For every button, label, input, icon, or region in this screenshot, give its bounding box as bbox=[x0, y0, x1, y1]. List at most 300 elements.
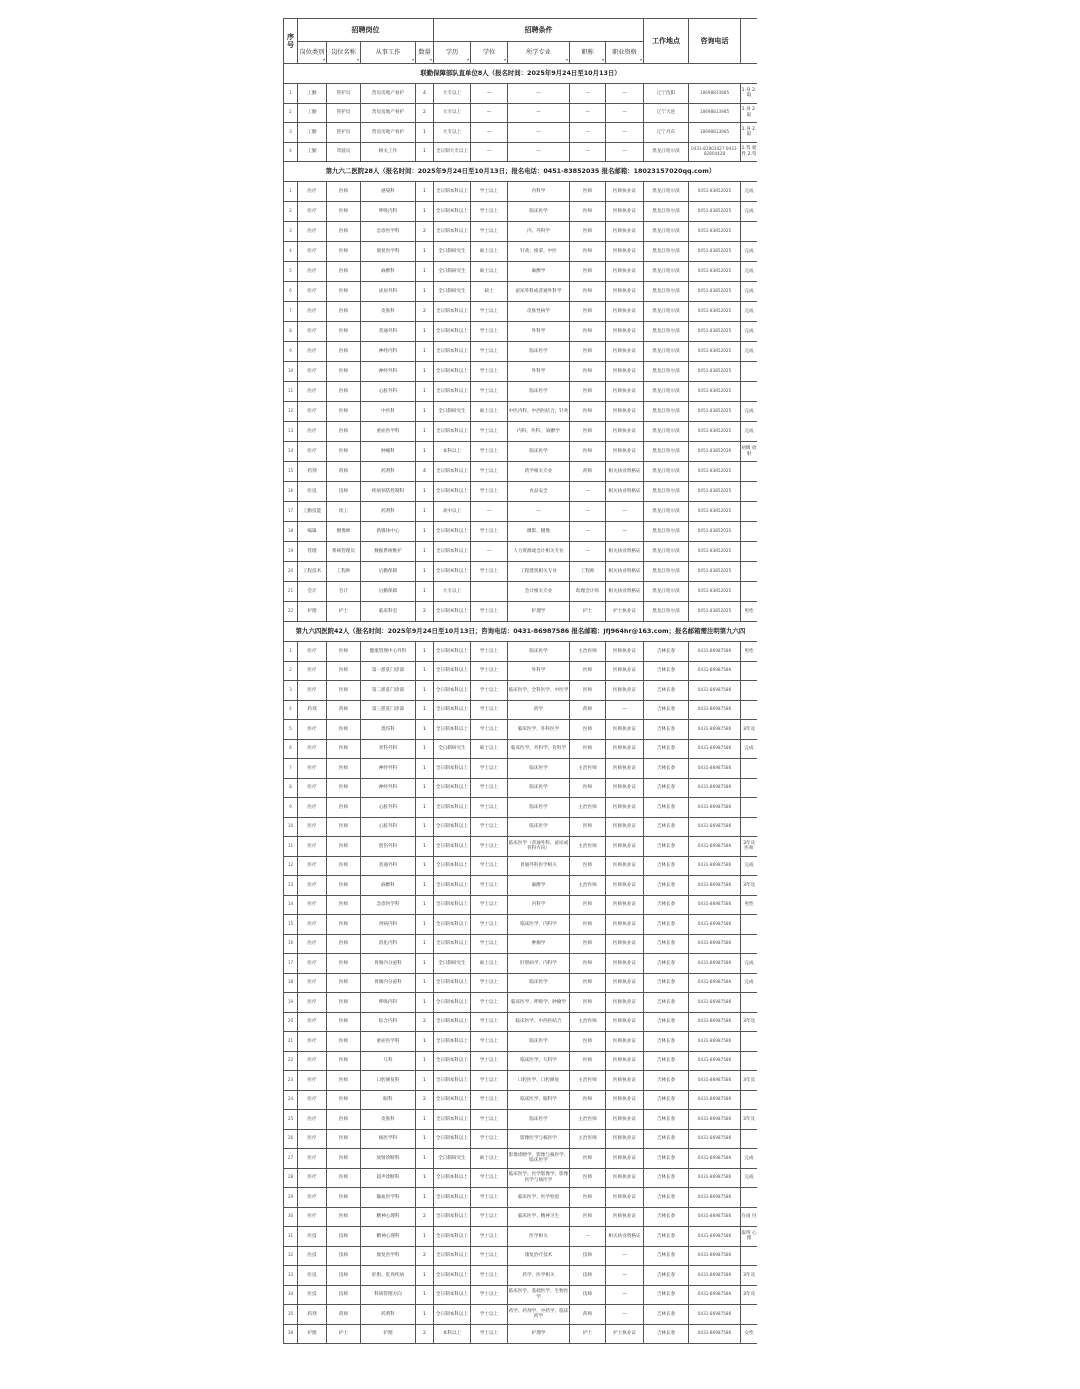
cell-title[interactable]: 医师 bbox=[570, 817, 606, 837]
cell-work[interactable]: 第一派驻门诊部 bbox=[361, 661, 416, 681]
cell-notes[interactable]: 3年及 bbox=[741, 1071, 757, 1091]
cell-education[interactable]: 全日制本科以上 bbox=[434, 542, 471, 562]
cell-phone[interactable]: 0431-86987586 bbox=[689, 856, 741, 876]
table-row[interactable] bbox=[284, 342, 758, 362]
table-row[interactable] bbox=[284, 1266, 758, 1286]
cell-seq[interactable]: 4 bbox=[284, 700, 298, 720]
cell-education[interactable]: 全日制本科以上 bbox=[434, 202, 471, 222]
cell-count[interactable]: 4 bbox=[416, 462, 434, 482]
header-education[interactable] bbox=[434, 42, 471, 64]
cell-phone[interactable]: 0451-83852025 bbox=[689, 282, 741, 302]
cell-name[interactable]: 管护员 bbox=[327, 84, 361, 104]
cell-phone[interactable]: 0431-86987586 bbox=[689, 993, 741, 1013]
table-row[interactable] bbox=[284, 84, 758, 104]
cell-qualification[interactable]: 医师执业证 bbox=[606, 242, 644, 262]
cell-title[interactable]: 医师 bbox=[570, 242, 606, 262]
cell-degree[interactable]: 学士以上 bbox=[471, 778, 508, 798]
cell-major[interactable]: 临床医学 bbox=[508, 798, 570, 818]
cell-education[interactable]: 全日制研究生 bbox=[434, 242, 471, 262]
cell-phone[interactable]: 0431-86987586 bbox=[689, 778, 741, 798]
cell-major[interactable]: 内、外科学 bbox=[508, 222, 570, 242]
cell-name[interactable]: 医师 bbox=[327, 1207, 361, 1227]
cell-name[interactable]: 驾驶员 bbox=[327, 142, 361, 162]
cell-name[interactable]: 医师 bbox=[327, 1032, 361, 1052]
cell-name[interactable]: 医师 bbox=[327, 1168, 361, 1188]
cell-count[interactable]: 1 bbox=[416, 262, 434, 282]
cell-location[interactable]: 吉林长春 bbox=[644, 915, 689, 935]
cell-category[interactable]: 医疗 bbox=[298, 442, 327, 462]
cell-qualification[interactable]: 医师执业证 bbox=[606, 322, 644, 342]
cell-location[interactable]: 吉林长春 bbox=[644, 1129, 689, 1149]
cell-degree[interactable]: 学士以上 bbox=[471, 1285, 508, 1305]
cell-seq[interactable]: 12 bbox=[284, 856, 298, 876]
cell-work[interactable]: 精神心理科 bbox=[361, 1207, 416, 1227]
cell-name[interactable]: 医师 bbox=[327, 817, 361, 837]
cell-education[interactable]: 全日制本科以上 bbox=[434, 482, 471, 502]
cell-education[interactable]: 全日制本科以上 bbox=[434, 1032, 471, 1052]
cell-seq[interactable]: 26 bbox=[284, 1129, 298, 1149]
cell-degree[interactable]: — bbox=[471, 142, 508, 162]
cell-name[interactable]: 医师 bbox=[327, 282, 361, 302]
cell-education[interactable]: 全日制本科以上 bbox=[434, 302, 471, 322]
cell-count[interactable]: 1 bbox=[416, 817, 434, 837]
cell-qualification[interactable]: — bbox=[606, 103, 644, 123]
cell-phone[interactable]: 0431-86987586 bbox=[689, 1090, 741, 1110]
cell-education[interactable]: 全日制研究生 bbox=[434, 739, 471, 759]
filter-dropdown-icon[interactable]: ▾ bbox=[503, 57, 506, 63]
cell-work[interactable]: 麻醉科 bbox=[361, 876, 416, 896]
cell-qualification[interactable]: 医师执业证 bbox=[606, 642, 644, 662]
cell-qualification[interactable]: 护士执业证 bbox=[606, 1324, 644, 1344]
cell-count[interactable]: 1 bbox=[416, 1149, 434, 1169]
cell-location[interactable]: 黑龙江哈尔滨 bbox=[644, 322, 689, 342]
cell-location[interactable]: 吉林长春 bbox=[644, 1051, 689, 1071]
cell-seq[interactable]: 16 bbox=[284, 482, 298, 502]
cell-count[interactable]: 1 bbox=[416, 1168, 434, 1188]
cell-phone[interactable]: 0431-86987586 bbox=[689, 1051, 741, 1071]
cell-qualification[interactable]: 医师执业证 bbox=[606, 1090, 644, 1110]
cell-title[interactable]: 助理会计师 bbox=[570, 582, 606, 602]
cell-name[interactable]: 管护员 bbox=[327, 103, 361, 123]
cell-name[interactable]: 医师 bbox=[327, 1051, 361, 1071]
cell-degree[interactable]: 学士以上 bbox=[471, 362, 508, 382]
cell-name[interactable]: 医师 bbox=[327, 362, 361, 382]
cell-education[interactable]: 全日制本科以上 bbox=[434, 562, 471, 582]
cell-education[interactable]: 高中以上 bbox=[434, 502, 471, 522]
cell-qualification[interactable]: — bbox=[606, 1285, 644, 1305]
cell-title[interactable]: 技师 bbox=[570, 1266, 606, 1286]
table-row[interactable] bbox=[284, 700, 758, 720]
cell-major[interactable]: — bbox=[508, 103, 570, 123]
cell-qualification[interactable]: — bbox=[606, 1266, 644, 1286]
cell-name[interactable]: 技师 bbox=[327, 1246, 361, 1266]
cell-count[interactable]: 1 bbox=[416, 582, 434, 602]
cell-title[interactable]: 医师 bbox=[570, 973, 606, 993]
cell-category[interactable]: 医疗 bbox=[298, 202, 327, 222]
cell-work[interactable]: 中医科 bbox=[361, 402, 416, 422]
cell-category[interactable]: 医疗 bbox=[298, 993, 327, 1013]
cell-education[interactable]: 全日制本科以上 bbox=[434, 837, 471, 857]
cell-phone[interactable]: 0431-86987586 bbox=[689, 739, 741, 759]
cell-work[interactable]: 重症医学科 bbox=[361, 422, 416, 442]
cell-degree[interactable]: 学士以上 bbox=[471, 1266, 508, 1286]
cell-category[interactable]: 医疗 bbox=[298, 856, 327, 876]
cell-phone[interactable]: 0431-86987586 bbox=[689, 1246, 741, 1266]
cell-notes[interactable] bbox=[741, 759, 757, 779]
cell-degree[interactable]: 学士以上 bbox=[471, 322, 508, 342]
cell-notes[interactable]: 1.身 2.取 bbox=[741, 123, 757, 143]
cell-education[interactable]: 全日制本科以上 bbox=[434, 1110, 471, 1130]
cell-count[interactable]: 2 bbox=[416, 1324, 434, 1344]
table-row[interactable] bbox=[284, 582, 758, 602]
cell-notes[interactable]: 3年及 bbox=[741, 1266, 757, 1286]
cell-seq[interactable]: 13 bbox=[284, 876, 298, 896]
cell-major[interactable]: 临床医学、外科医学 bbox=[508, 720, 570, 740]
cell-major[interactable]: 临床医学 bbox=[508, 759, 570, 779]
cell-count[interactable]: 1 bbox=[416, 182, 434, 202]
cell-work[interactable]: 急诊医学科 bbox=[361, 895, 416, 915]
cell-seq[interactable]: 21 bbox=[284, 582, 298, 602]
cell-title[interactable]: — bbox=[570, 482, 606, 502]
cell-category[interactable]: 医疗 bbox=[298, 895, 327, 915]
cell-name[interactable]: 护士 bbox=[327, 1324, 361, 1344]
cell-location[interactable]: 吉林长春 bbox=[644, 1227, 689, 1247]
cell-major[interactable]: 康复治疗技术 bbox=[508, 1246, 570, 1266]
cell-notes[interactable]: 完成 bbox=[741, 422, 757, 442]
cell-seq[interactable]: 25 bbox=[284, 1110, 298, 1130]
cell-location[interactable]: 黑龙江哈尔滨 bbox=[644, 502, 689, 522]
table-row[interactable] bbox=[284, 362, 758, 382]
cell-seq[interactable]: 18 bbox=[284, 973, 298, 993]
cell-work[interactable]: 口腔修复科 bbox=[361, 1071, 416, 1091]
cell-category[interactable]: 医疗 bbox=[298, 422, 327, 442]
cell-education[interactable]: 全日制本科以上 bbox=[434, 681, 471, 701]
cell-major[interactable]: 临床医学 bbox=[508, 817, 570, 837]
cell-notes[interactable]: 完成 bbox=[741, 282, 757, 302]
cell-phone[interactable]: 0431-86987586 bbox=[689, 973, 741, 993]
cell-category[interactable]: 医疗 bbox=[298, 362, 327, 382]
cell-count[interactable]: 2 bbox=[416, 1207, 434, 1227]
cell-qualification[interactable]: 医师执业证 bbox=[606, 915, 644, 935]
cell-major[interactable]: 医学相关 bbox=[508, 1227, 570, 1247]
cell-work[interactable]: 儿科 bbox=[361, 1051, 416, 1071]
cell-qualification[interactable]: 相关执业资格证 bbox=[606, 562, 644, 582]
cell-phone[interactable]: 0451-83852025 bbox=[689, 182, 741, 202]
table-row[interactable] bbox=[284, 817, 758, 837]
table-row[interactable] bbox=[284, 422, 758, 442]
cell-location[interactable]: 吉林长春 bbox=[644, 1246, 689, 1266]
cell-title[interactable]: 医师 bbox=[570, 1168, 606, 1188]
cell-phone[interactable]: 0431-86987586 bbox=[689, 720, 741, 740]
cell-education[interactable]: 本科以上 bbox=[434, 442, 471, 462]
cell-notes[interactable] bbox=[741, 582, 757, 602]
cell-phone[interactable]: 0431-86987586 bbox=[689, 1285, 741, 1305]
cell-qualification[interactable]: — bbox=[606, 1305, 644, 1325]
cell-count[interactable]: 1 bbox=[416, 442, 434, 462]
cell-seq[interactable]: 24 bbox=[284, 1090, 298, 1110]
cell-title[interactable]: 主治医师 bbox=[570, 876, 606, 896]
header-degree[interactable] bbox=[471, 42, 508, 64]
cell-education[interactable]: 全日制研究生 bbox=[434, 402, 471, 422]
table-row[interactable] bbox=[284, 103, 758, 123]
cell-degree[interactable]: 学士以上 bbox=[471, 1168, 508, 1188]
cell-name[interactable]: 医师 bbox=[327, 1149, 361, 1169]
table-row[interactable] bbox=[284, 798, 758, 818]
cell-count[interactable]: 1 bbox=[416, 700, 434, 720]
cell-seq[interactable]: 8 bbox=[284, 778, 298, 798]
cell-title[interactable]: 医师 bbox=[570, 222, 606, 242]
cell-degree[interactable]: 学士以上 bbox=[471, 681, 508, 701]
cell-location[interactable]: 吉林长春 bbox=[644, 1285, 689, 1305]
cell-title[interactable]: 医师 bbox=[570, 661, 606, 681]
cell-degree[interactable]: 硕士以上 bbox=[471, 262, 508, 282]
cell-category[interactable]: 医疗 bbox=[298, 642, 327, 662]
cell-degree[interactable]: 学士以上 bbox=[471, 661, 508, 681]
cell-education[interactable]: 全日制研究生 bbox=[434, 282, 471, 302]
cell-count[interactable]: 1 bbox=[416, 322, 434, 342]
cell-title[interactable]: — bbox=[570, 1227, 606, 1247]
cell-degree[interactable]: 学士以上 bbox=[471, 382, 508, 402]
cell-degree[interactable]: 学士以上 bbox=[471, 1110, 508, 1130]
cell-work[interactable]: 肾病内科 bbox=[361, 915, 416, 935]
cell-work[interactable]: 第二派驻门诊部 bbox=[361, 681, 416, 701]
cell-name[interactable]: 护士 bbox=[327, 602, 361, 622]
cell-degree[interactable]: 学士以上 bbox=[471, 1207, 508, 1227]
table-row[interactable] bbox=[284, 1168, 758, 1188]
cell-degree[interactable]: 学士以上 bbox=[471, 1012, 508, 1032]
cell-notes[interactable]: 完成 bbox=[741, 262, 757, 282]
cell-location[interactable]: 黑龙江哈尔滨 bbox=[644, 522, 689, 542]
cell-category[interactable]: 医技 bbox=[298, 1285, 327, 1305]
cell-location[interactable]: 吉林长春 bbox=[644, 739, 689, 759]
cell-work[interactable]: 精神心理科 bbox=[361, 1227, 416, 1247]
cell-category[interactable]: 医疗 bbox=[298, 739, 327, 759]
cell-work[interactable]: 胃肠内分泌科 bbox=[361, 954, 416, 974]
filter-dropdown-icon[interactable]: ▾ bbox=[322, 57, 325, 63]
cell-count[interactable]: 1 bbox=[416, 661, 434, 681]
table-row[interactable] bbox=[284, 993, 758, 1013]
cell-count[interactable]: 1 bbox=[416, 1188, 434, 1208]
cell-work[interactable]: 输血医学科 bbox=[361, 1188, 416, 1208]
cell-phone[interactable]: 0451-83852025 bbox=[689, 482, 741, 502]
cell-phone[interactable]: 0451-83852025 bbox=[689, 222, 741, 242]
table-row[interactable] bbox=[284, 1129, 758, 1149]
cell-major[interactable]: 临床医学、内科学 bbox=[508, 915, 570, 935]
cell-location[interactable]: 吉林长春 bbox=[644, 817, 689, 837]
cell-seq[interactable]: 12 bbox=[284, 402, 298, 422]
cell-major[interactable]: 临床医学 bbox=[508, 642, 570, 662]
cell-major[interactable]: 临床医学、全科医学、中医学 bbox=[508, 681, 570, 701]
cell-location[interactable]: 黑龙江哈尔滨 bbox=[644, 282, 689, 302]
cell-major[interactable]: 摄影、摄像 bbox=[508, 522, 570, 542]
cell-seq[interactable]: 1 bbox=[284, 182, 298, 202]
cell-seq[interactable]: 14 bbox=[284, 442, 298, 462]
cell-degree[interactable]: 学士以上 bbox=[471, 837, 508, 857]
cell-phone[interactable]: 0451-83852025 bbox=[689, 462, 741, 482]
cell-qualification[interactable]: 医师执业证 bbox=[606, 817, 644, 837]
cell-category[interactable]: 医技 bbox=[298, 1246, 327, 1266]
cell-category[interactable]: 医疗 bbox=[298, 1090, 327, 1110]
cell-degree[interactable]: 学士以上 bbox=[471, 182, 508, 202]
cell-qualification[interactable]: 相关执业资格证 bbox=[606, 1227, 644, 1247]
cell-education[interactable]: 全日制本科以上 bbox=[434, 1227, 471, 1247]
cell-category[interactable]: 工勤 bbox=[298, 103, 327, 123]
cell-work[interactable]: 肝胆、肛周疾病 bbox=[361, 1266, 416, 1286]
table-row[interactable] bbox=[284, 1246, 758, 1266]
cell-category[interactable]: 医疗 bbox=[298, 915, 327, 935]
cell-degree[interactable]: 学士以上 bbox=[471, 1071, 508, 1091]
cell-name[interactable]: 医师 bbox=[327, 856, 361, 876]
table-row[interactable] bbox=[284, 915, 758, 935]
cell-count[interactable]: 1 bbox=[416, 1129, 434, 1149]
cell-title[interactable]: — bbox=[570, 142, 606, 162]
cell-location[interactable]: 黑龙江哈尔滨 bbox=[644, 542, 689, 562]
cell-name[interactable]: 药师 bbox=[327, 462, 361, 482]
cell-name[interactable]: 医师 bbox=[327, 322, 361, 342]
cell-count[interactable]: 1 bbox=[416, 1032, 434, 1052]
cell-category[interactable]: 医疗 bbox=[298, 934, 327, 954]
cell-degree[interactable]: 学士以上 bbox=[471, 642, 508, 662]
cell-degree[interactable]: 硕士以上 bbox=[471, 242, 508, 262]
cell-seq[interactable]: 15 bbox=[284, 915, 298, 935]
cell-phone[interactable]: 0431-86987586 bbox=[689, 681, 741, 701]
cell-title[interactable]: 药师 bbox=[570, 1305, 606, 1325]
cell-seq[interactable]: 21 bbox=[284, 1032, 298, 1052]
cell-category[interactable]: 医疗 bbox=[298, 1129, 327, 1149]
cell-count[interactable]: 1 bbox=[416, 934, 434, 954]
cell-name[interactable]: 医师 bbox=[327, 934, 361, 954]
cell-degree[interactable]: — bbox=[471, 123, 508, 143]
cell-notes[interactable] bbox=[741, 778, 757, 798]
cell-seq[interactable]: 31 bbox=[284, 1227, 298, 1247]
cell-location[interactable]: 辽宁丹东 bbox=[644, 123, 689, 143]
cell-location[interactable]: 黑龙江哈尔滨 bbox=[644, 562, 689, 582]
cell-notes[interactable]: 完成 bbox=[741, 739, 757, 759]
cell-work[interactable]: 神经外科 bbox=[361, 759, 416, 779]
cell-name[interactable]: 医师 bbox=[327, 954, 361, 974]
cell-count[interactable]: 2 bbox=[416, 1090, 434, 1110]
cell-qualification[interactable]: 相关执业资格证 bbox=[606, 482, 644, 502]
cell-qualification[interactable]: 医师执业证 bbox=[606, 1071, 644, 1091]
cell-seq[interactable]: 4 bbox=[284, 142, 298, 162]
cell-notes[interactable]: 取得 心理 bbox=[741, 1227, 757, 1247]
cell-degree[interactable]: 学士以上 bbox=[471, 522, 508, 542]
cell-name[interactable]: 药师 bbox=[327, 700, 361, 720]
cell-phone[interactable]: 0451-83852025 bbox=[689, 342, 741, 362]
cell-degree[interactable]: 硕士 bbox=[471, 282, 508, 302]
table-row[interactable] bbox=[284, 1032, 758, 1052]
cell-name[interactable]: 医师 bbox=[327, 876, 361, 896]
cell-qualification[interactable]: 医师执业证 bbox=[606, 222, 644, 242]
cell-qualification[interactable]: 医师执业证 bbox=[606, 681, 644, 701]
cell-notes[interactable] bbox=[741, 798, 757, 818]
cell-qualification[interactable]: 医师执业证 bbox=[606, 778, 644, 798]
cell-category[interactable]: 工勤 bbox=[298, 142, 327, 162]
cell-notes[interactable]: 男性 bbox=[741, 602, 757, 622]
cell-degree[interactable]: 学士以上 bbox=[471, 993, 508, 1013]
cell-major[interactable]: 肝胆病学、内科学 bbox=[508, 954, 570, 974]
cell-work[interactable]: 营房房地产看护 bbox=[361, 123, 416, 143]
cell-seq[interactable]: 9 bbox=[284, 798, 298, 818]
cell-work[interactable]: 心脏外科 bbox=[361, 817, 416, 837]
cell-title[interactable]: — bbox=[570, 522, 606, 542]
cell-seq[interactable]: 4 bbox=[284, 242, 298, 262]
cell-phone[interactable]: 0431-86987586 bbox=[689, 661, 741, 681]
cell-degree[interactable]: 学士以上 bbox=[471, 1129, 508, 1149]
cell-major[interactable]: 药学 bbox=[508, 700, 570, 720]
cell-name[interactable]: 摄像师 bbox=[327, 522, 361, 542]
cell-category[interactable]: 医技 bbox=[298, 482, 327, 502]
cell-seq[interactable]: 23 bbox=[284, 1071, 298, 1091]
filter-dropdown-icon[interactable]: ▾ bbox=[565, 57, 568, 63]
cell-degree[interactable]: 学士以上 bbox=[471, 895, 508, 915]
cell-title[interactable]: 医师 bbox=[570, 915, 606, 935]
table-row[interactable] bbox=[284, 322, 758, 342]
cell-count[interactable]: 2 bbox=[416, 1012, 434, 1032]
cell-name[interactable]: 医师 bbox=[327, 681, 361, 701]
table-row[interactable] bbox=[284, 856, 758, 876]
cell-seq[interactable]: 3 bbox=[284, 681, 298, 701]
table-row[interactable] bbox=[284, 739, 758, 759]
cell-major[interactable]: 肿瘤学 bbox=[508, 934, 570, 954]
cell-location[interactable]: 吉林长春 bbox=[644, 720, 689, 740]
cell-seq[interactable]: 2 bbox=[284, 661, 298, 681]
cell-qualification[interactable]: 相关执业资格证 bbox=[606, 462, 644, 482]
cell-category[interactable]: 医疗 bbox=[298, 242, 327, 262]
cell-count[interactable]: 1 bbox=[416, 1071, 434, 1091]
cell-title[interactable]: 医师 bbox=[570, 1090, 606, 1110]
cell-education[interactable]: 全日制本科以上 bbox=[434, 759, 471, 779]
cell-location[interactable]: 辽宁沈阳 bbox=[644, 84, 689, 104]
cell-phone[interactable]: 0431-86987586 bbox=[689, 1266, 741, 1286]
cell-phone[interactable]: 0431-86987586 bbox=[689, 915, 741, 935]
cell-name[interactable]: 医师 bbox=[327, 202, 361, 222]
cell-name[interactable]: 炊工 bbox=[327, 502, 361, 522]
cell-work[interactable]: 药剂科 bbox=[361, 502, 416, 522]
cell-title[interactable]: 药师 bbox=[570, 700, 606, 720]
cell-location[interactable]: 黑龙江哈尔滨 bbox=[644, 442, 689, 462]
cell-category[interactable]: 医疗 bbox=[298, 1207, 327, 1227]
cell-degree[interactable]: 学士以上 bbox=[471, 1051, 508, 1071]
cell-title[interactable]: 医师 bbox=[570, 720, 606, 740]
cell-degree[interactable]: — bbox=[471, 84, 508, 104]
cell-degree[interactable] bbox=[471, 582, 508, 602]
table-row[interactable] bbox=[284, 1285, 758, 1305]
cell-seq[interactable]: 20 bbox=[284, 562, 298, 582]
cell-category[interactable]: 医疗 bbox=[298, 322, 327, 342]
cell-phone[interactable]: 0431-86987586 bbox=[689, 1207, 741, 1227]
cell-qualification[interactable]: 医师执业证 bbox=[606, 422, 644, 442]
cell-qualification[interactable]: — bbox=[606, 1246, 644, 1266]
cell-degree[interactable]: 学士以上 bbox=[471, 915, 508, 935]
cell-qualification[interactable]: 医师执业证 bbox=[606, 759, 644, 779]
cell-work[interactable]: 综合内科 bbox=[361, 1012, 416, 1032]
cell-location[interactable]: 黑龙江哈尔滨 bbox=[644, 402, 689, 422]
cell-education[interactable]: 全日制本科以上 bbox=[434, 182, 471, 202]
cell-phone[interactable]: 0431-86987586 bbox=[689, 1324, 741, 1344]
cell-title[interactable]: 主治医师 bbox=[570, 642, 606, 662]
cell-category[interactable]: 医疗 bbox=[298, 798, 327, 818]
cell-location[interactable]: 黑龙江哈尔滨 bbox=[644, 382, 689, 402]
cell-degree[interactable]: 学士以上 bbox=[471, 422, 508, 442]
cell-category[interactable]: 医疗 bbox=[298, 973, 327, 993]
cell-education[interactable]: 全日制本科以上 bbox=[434, 1285, 471, 1305]
table-row[interactable] bbox=[284, 602, 758, 622]
cell-seq[interactable]: 27 bbox=[284, 1149, 298, 1169]
cell-education[interactable]: 全日制本科以上 bbox=[434, 1012, 471, 1032]
cell-category[interactable]: 医疗 bbox=[298, 262, 327, 282]
cell-title[interactable]: 医师 bbox=[570, 778, 606, 798]
